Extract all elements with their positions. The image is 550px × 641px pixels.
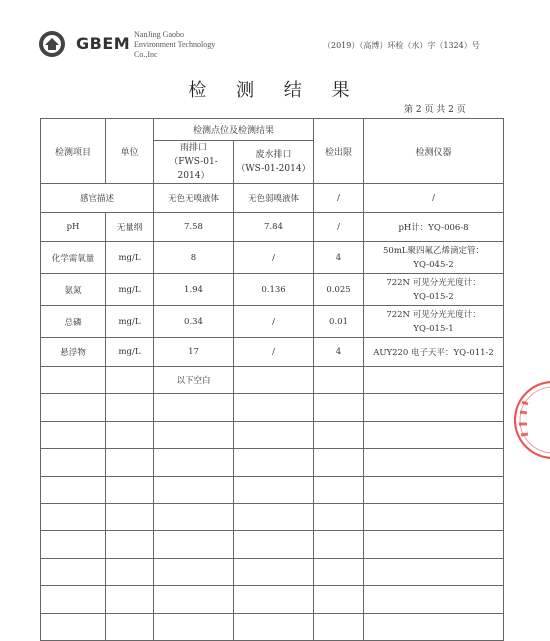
table-row (41, 367, 504, 394)
instrument-line-2: YQ-045-2 (413, 259, 454, 270)
cell-unit: mg/L (106, 338, 154, 367)
instrument-line-1: 50mL聚四氟乙烯滴定管： (383, 245, 485, 256)
page-number: 第 2 页 共 2 页 (404, 105, 466, 115)
results-table (40, 118, 504, 641)
company-line-1: NanJing Gaobo (134, 30, 184, 39)
page-title: 检 测 结 果 (188, 80, 362, 101)
cell-value-1: 8 (154, 242, 234, 274)
cell-value-2: 0.136 (234, 274, 314, 306)
cell-value-1: 无色无嗅液体 (154, 184, 234, 213)
instrument-line-1: 722N 可见分光光度计： (386, 277, 481, 288)
header-unit: 单位 (106, 119, 154, 184)
cell-limit: 4 (314, 338, 364, 367)
blank-note: 以下空白 (154, 367, 234, 394)
cell-item: 悬浮物 (41, 338, 106, 367)
header-item: 检测项目 (41, 119, 106, 184)
table-row (41, 242, 504, 274)
table-row (41, 184, 504, 213)
cell-instrument: pH计：YQ-006-8 (364, 213, 504, 242)
cell-unit: mg/L (106, 274, 154, 306)
header-limit: 检出限 (314, 119, 364, 184)
cell-value-2: / (234, 306, 314, 338)
cell-value-2: 7.84 (234, 213, 314, 242)
cell-item: 感官描述 (41, 184, 154, 213)
table-row (41, 213, 504, 242)
point-1-code: （FWS-01-2014） (169, 157, 218, 181)
table-row (41, 421, 504, 448)
company-name (134, 30, 215, 60)
cell-limit: 4 (314, 242, 364, 274)
cell-value-2: / (234, 338, 314, 367)
cell-unit: 无量纲 (106, 213, 154, 242)
cell-limit: 0.01 (314, 306, 364, 338)
table-row (41, 449, 504, 476)
table-row (41, 586, 504, 613)
table-row (41, 558, 504, 585)
document-number: （2019）（高博）环检（水）字（1324）号 (323, 41, 480, 50)
table-row (41, 394, 504, 421)
table-row (41, 531, 504, 558)
cell-instrument: / (364, 184, 504, 213)
cell-instrument (364, 306, 504, 338)
table-row (41, 476, 504, 503)
header-points: 检测点位及检测结果 (154, 119, 314, 141)
table-row (41, 274, 504, 306)
cell-value-1: 7.58 (154, 213, 234, 242)
cell-item: 化学需氧量 (41, 242, 106, 274)
header-instrument: 检测仪器 (364, 119, 504, 184)
point-2-name: 废水排口 (255, 150, 292, 160)
cell-item: 总磷 (41, 306, 106, 338)
cell-value-1: 1.94 (154, 274, 234, 306)
point-2-code: （WS-01-2014） (236, 164, 311, 174)
report-header (38, 30, 518, 66)
cell-unit: mg/L (106, 242, 154, 274)
cell-value-2: / (234, 242, 314, 274)
brand-name: GBEM (76, 34, 131, 53)
cell-instrument (364, 242, 504, 274)
header-point-2 (234, 141, 314, 184)
company-line-3: Co.,Inc (134, 50, 158, 59)
gbem-logo-icon (38, 30, 66, 58)
cell-limit: 0.025 (314, 274, 364, 306)
instrument-line-2: YQ-015-2 (413, 291, 454, 302)
table-row (41, 503, 504, 530)
cell-value-1: 0.34 (154, 306, 234, 338)
instrument-line-1: 722N 可见分光光度计： (386, 309, 481, 320)
table-row (41, 613, 504, 640)
official-seal-icon (508, 380, 550, 460)
point-1-name: 雨排口 (179, 143, 207, 153)
header-point-1 (154, 141, 234, 184)
cell-value-1: 17 (154, 338, 234, 367)
table-row (41, 338, 504, 367)
cell-value-2: 无色弱嗅液体 (234, 184, 314, 213)
cell-item: 氨氮 (41, 274, 106, 306)
instrument-line-2: YQ-015-1 (413, 323, 454, 334)
cell-limit: / (314, 213, 364, 242)
cell-instrument (364, 274, 504, 306)
cell-item: pH (41, 213, 106, 242)
cell-instrument: AUY220 电子天平：YQ-011-2 (364, 338, 504, 367)
table-row (41, 306, 504, 338)
cell-unit: mg/L (106, 306, 154, 338)
cell-limit: / (314, 184, 364, 213)
company-line-2: Environment Technology (134, 40, 216, 49)
